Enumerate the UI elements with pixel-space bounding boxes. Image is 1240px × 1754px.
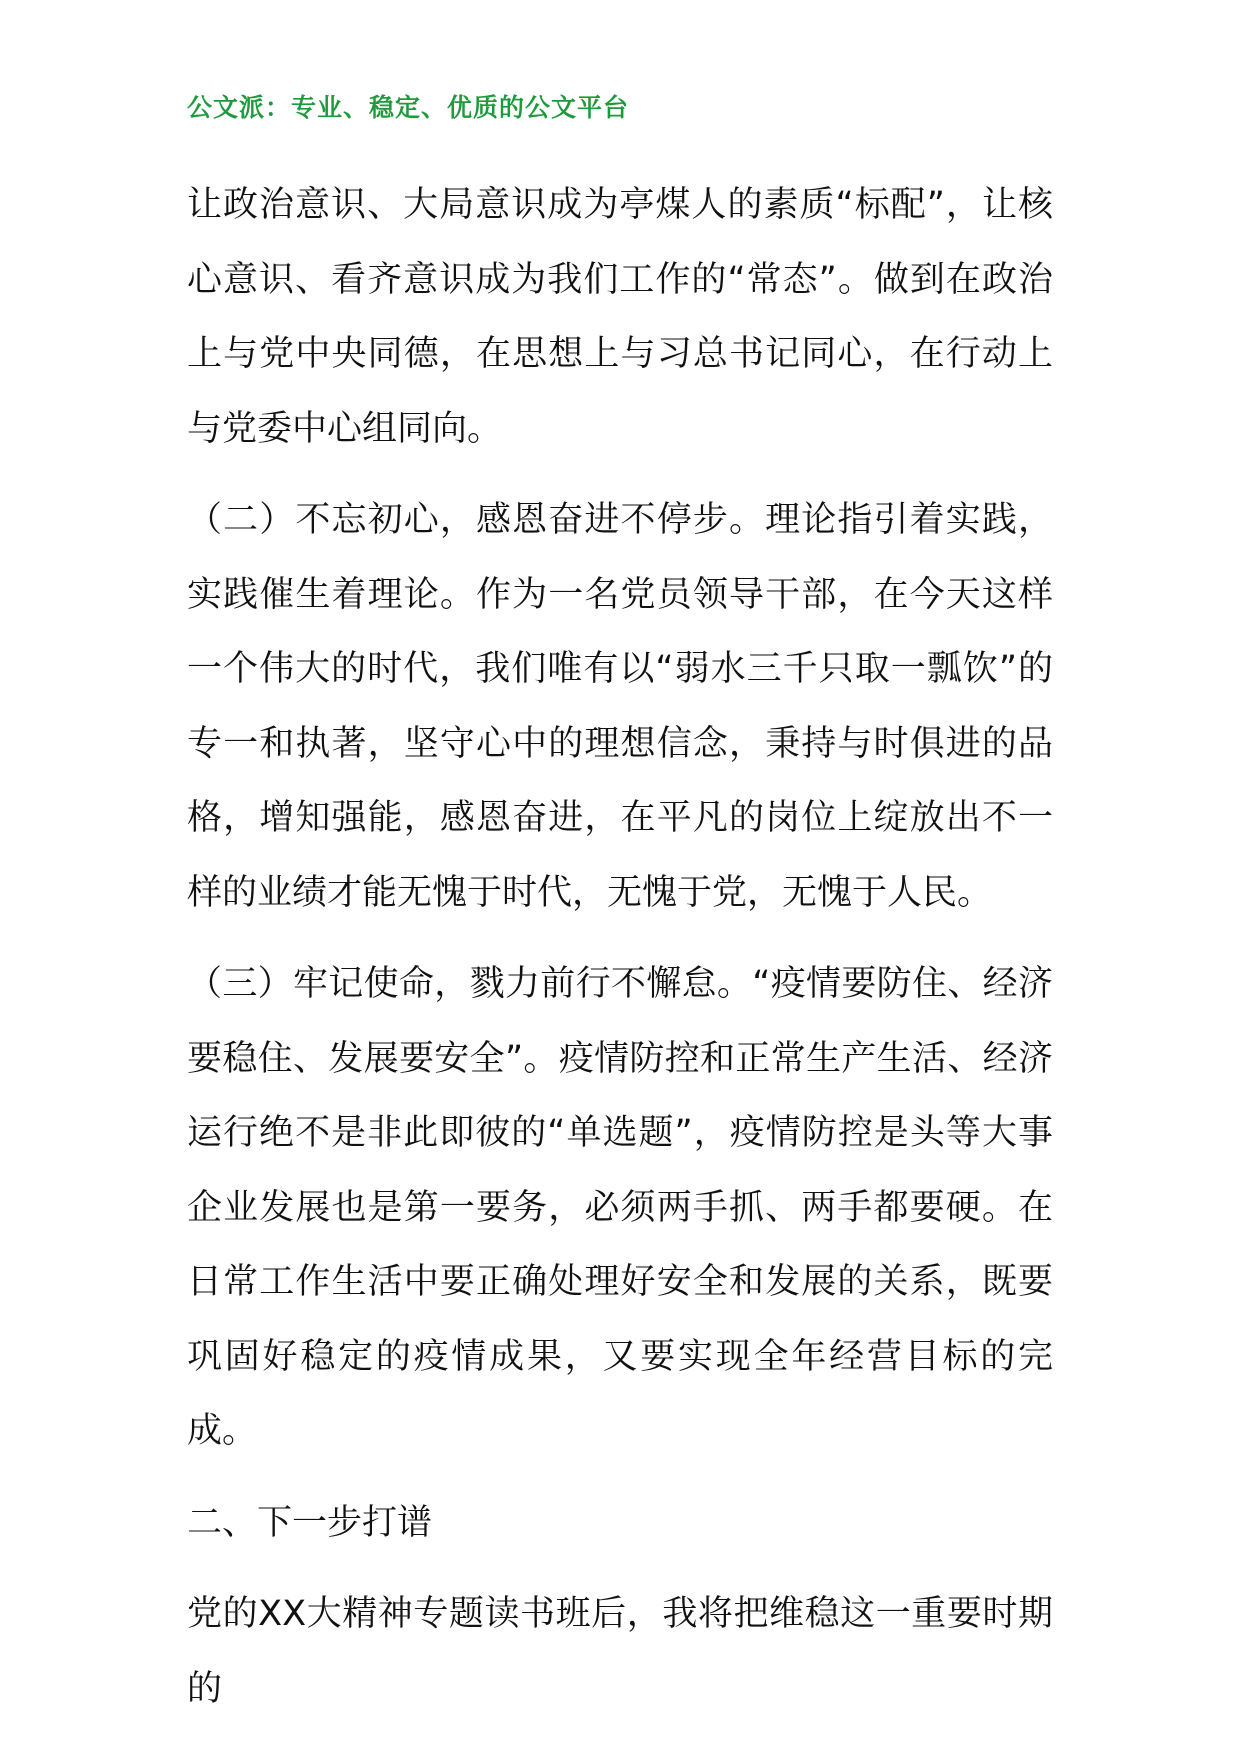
paragraph-section-3: （三）牢记使命，戮力前行不懈怠。“疫情要防住、经济要稳住、发展要安全”。疫情防控和正常生产生活、经济运行绝不是非此即彼的“单选题”，疫情防控是头等大事企业发展也是第一要务，必须两手抓、两手都要硬。在日常工作生活中要正确处理好安全和发展的关系，既要巩固好稳定的疫情成果，又要实现全年经营目标的完成。 — [187, 964, 1053, 1451]
paragraph-political-awareness: 让政治意识、大局意识成为亭煤人的素质“标配”，让核心意识、看齐意识成为我们工作的“常态”。做到在政治上与党中央同德，在思想上与习总书记同心，在行动上与党委中心组同向。 — [187, 185, 1053, 449]
paragraph-section-2: （二）不忘初心，感恩奋进不停步。理论指引着实践，实践催生着理论。作为一名党员领导干部，在今天这样一个伟大的时代，我们唯有以“弱水三千只取一瓢饮”的专一和执著，坚守心中的理想信念，秉持与时俱进的品格，增知强能，感恩奋进，在平凡的岗位上绽放出不一样的业绩才能无愧于时代，无愧于党，无愧于人民。 — [187, 500, 1053, 913]
document-body — [187, 168, 1053, 1726]
header-banner: 公文派：专业、稳定、优质的公文平台 — [187, 93, 630, 122]
section-heading-next-steps: 二、下一步打谱 — [187, 1502, 433, 1543]
paragraph-next-steps: 党的XX大精神专题读书班后，我将把维稳这一重要时期的 — [187, 1594, 1053, 1709]
